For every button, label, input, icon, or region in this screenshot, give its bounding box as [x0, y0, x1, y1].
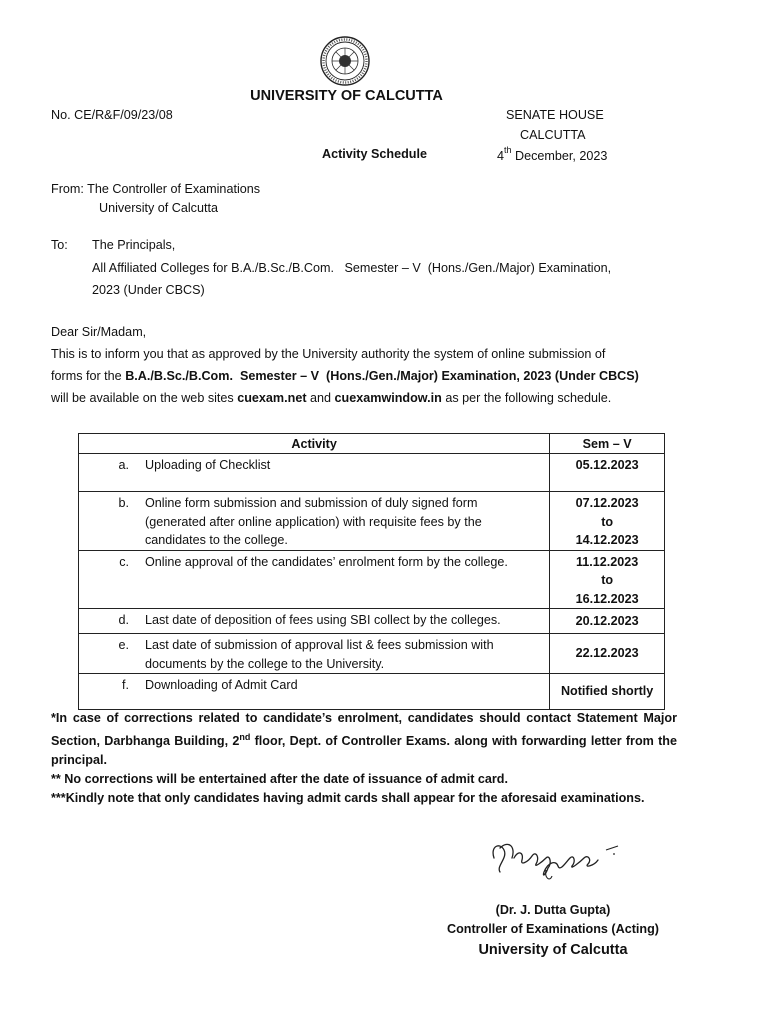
row-letter: c.	[119, 554, 129, 569]
note-2: ** No corrections will be entertained after the date of issuance of admit card.	[51, 772, 508, 787]
body-line-3-end: as per the following schedule.	[441, 391, 612, 405]
from-line-2: University of Calcutta	[99, 201, 218, 215]
handwritten-signature	[486, 832, 622, 884]
from-line: From: The Controller of Examinations	[51, 182, 261, 196]
body-line-3	[51, 391, 611, 405]
salutation: Dear Sir/Madam,	[51, 325, 147, 339]
activity-cell	[79, 550, 550, 609]
body-line-3-text: will be available on the web sites	[51, 391, 238, 405]
university-title: UNIVERSITY OF CALCUTTA	[250, 88, 443, 104]
activity-line: Online form submission and submission of duly signed form	[145, 496, 478, 510]
date-value: Notified shortly	[560, 684, 654, 699]
row-letter: f.	[122, 678, 129, 692]
letter-date	[497, 147, 607, 163]
row-letter: d.	[118, 613, 129, 627]
row-letter: e.	[118, 638, 129, 652]
body-line-3-and: and	[306, 391, 335, 405]
schedule-table	[78, 433, 665, 710]
date-month-year: December, 2023	[511, 149, 608, 164]
date-cell	[550, 609, 665, 634]
notes-section	[51, 709, 677, 808]
activity-column-header: Activity	[79, 434, 550, 454]
date-start: 07.12.2023	[575, 496, 639, 510]
date-suffix: th	[504, 145, 512, 155]
note-1	[51, 709, 677, 770]
to-label: To:	[51, 238, 68, 252]
city: CALCUTTA	[520, 128, 586, 142]
date-to: to	[601, 514, 614, 529]
table-row	[79, 609, 665, 634]
date-value: 05.12.2023	[575, 458, 639, 472]
note-1-text: *In case of corrections related to candidate’s enrolment, candidates should contact Statement Major Section, Darbhanga Building, 2	[51, 711, 677, 749]
date-to: to	[601, 573, 614, 587]
reference-number: No. CE/R&F/09/23/08	[51, 108, 173, 122]
activity-cell	[79, 492, 550, 551]
date-end: 14.12.2023	[575, 533, 639, 547]
date-cell	[550, 492, 665, 551]
university-seal-logo	[320, 36, 370, 86]
activity-cell	[79, 454, 550, 492]
row-letter: b.	[118, 496, 129, 510]
row-letter: a.	[118, 458, 129, 472]
table-row	[79, 550, 665, 609]
signatory-name: (Dr. J. Dutta Gupta)	[495, 903, 611, 917]
website-cuexamwindow: cuexamwindow.in	[334, 391, 442, 405]
note-1-rest: floor, Dept. of Controller Exams. along with forwarding letter from the principal.	[51, 734, 677, 768]
to-line-2: All Affiliated Colleges for B.A./B.Sc./B.Com. Semester – V (Hons./Gen./Major) Examination,	[92, 261, 612, 275]
body-line-1: This is to inform you that as approved by the University authority the system of online submission of	[51, 347, 606, 361]
activity-line: Last date of submission of approval list & fees submission with	[145, 638, 494, 652]
date-cell	[550, 634, 665, 674]
date-cell	[550, 674, 665, 710]
activity-text: Downloading of Admit Card	[145, 678, 298, 692]
activity-line: (generated after online application) with requisite fees by the	[145, 514, 482, 529]
date-cell	[550, 550, 665, 609]
activity-cell	[79, 674, 550, 710]
body-line-2	[51, 369, 639, 383]
date-value: 20.12.2023	[575, 613, 639, 628]
exam-name: B.A./B.Sc./B.Com. Semester – V (Hons./Gen./Major) Examination, 2023 (Under CBCS)	[125, 369, 639, 383]
to-line-3: 2023 (Under CBCS)	[92, 283, 205, 297]
senate-house: SENATE HOUSE	[506, 108, 604, 122]
table-row	[79, 492, 665, 551]
website-cuexam: cuexam.net	[237, 391, 307, 405]
sem-column-header: Sem – V	[550, 434, 665, 454]
activity-text	[129, 494, 490, 550]
to-line-1: The Principals,	[92, 238, 176, 252]
note-3: ***Kindly note that only candidates having admit cards shall appear for the aforesaid examinations.	[51, 791, 645, 806]
signatory-designation: Controller of Examinations (Acting)	[446, 922, 659, 936]
note-1-sup: nd	[239, 732, 251, 742]
date-start: 11.12.2023	[575, 554, 639, 569]
activity-text: Uploading of Checklist	[145, 458, 271, 472]
table-row	[79, 674, 665, 710]
body-line-2-text: forms for the	[51, 369, 126, 383]
signatory-university: University of Calcutta	[478, 942, 628, 958]
activity-line: candidates to the college.	[145, 533, 288, 547]
table-row	[79, 634, 665, 674]
date-end: 16.12.2023	[575, 591, 639, 606]
date-cell	[550, 454, 665, 492]
table-row	[79, 454, 665, 492]
activity-line: documents by the college to the University.	[145, 656, 385, 671]
document-type: Activity Schedule	[322, 147, 427, 161]
table-header-row	[79, 434, 665, 454]
date-value: 22.12.2023	[575, 646, 639, 661]
activity-text	[129, 636, 502, 673]
date-day: 4	[497, 149, 505, 164]
activity-cell	[79, 634, 550, 674]
activity-cell	[79, 609, 550, 634]
activity-text: Last date of deposition of fees using SBI collect by the colleges.	[145, 613, 501, 627]
activity-text: Online approval of the candidates’ enrolment form by the college.	[145, 554, 508, 569]
